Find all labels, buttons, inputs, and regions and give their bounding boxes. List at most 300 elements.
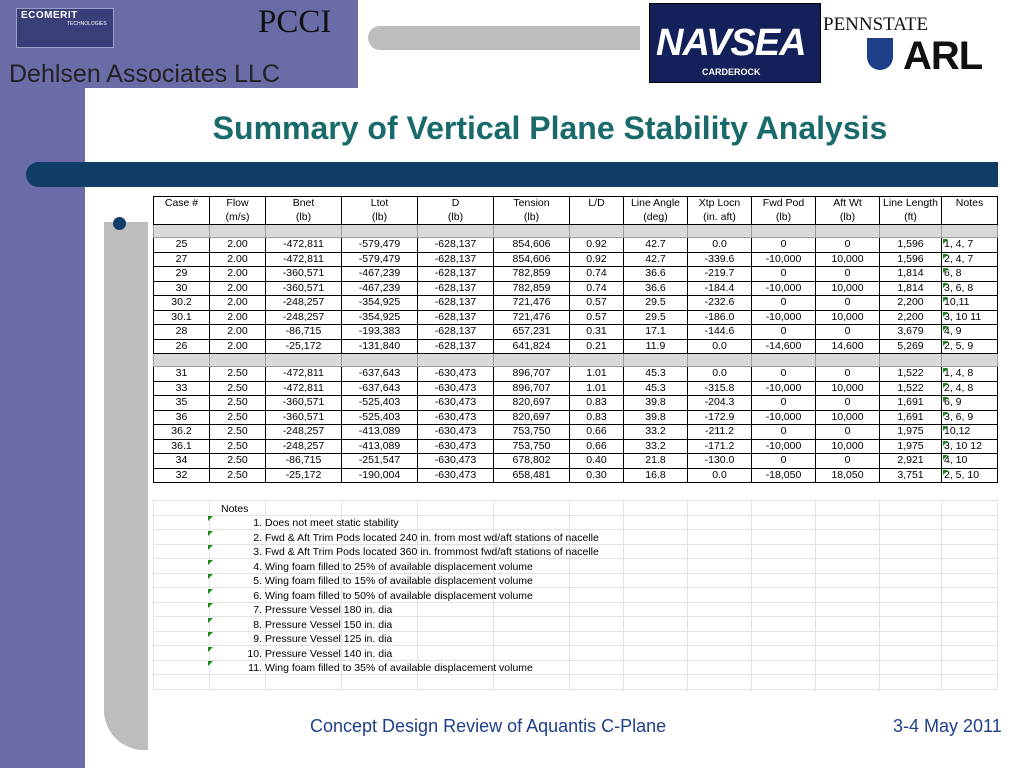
spacer-cell: [942, 225, 998, 238]
note-marker-icon: [208, 632, 213, 637]
note-number: 3.: [253, 546, 262, 558]
table-cell: 29.5: [624, 310, 688, 325]
note-text: Pressure Vessel 150 in. dia: [265, 618, 393, 631]
arl-logo: ARL: [903, 34, 983, 78]
table-cell: 2.50: [210, 396, 266, 411]
table-cell: 2.00: [210, 252, 266, 267]
notes-cell: 2, 4, 8: [942, 381, 998, 396]
table-cell: 0.83: [570, 396, 624, 411]
table-cell: 0: [752, 296, 816, 311]
note-text: Wing foam filled to 35% of available displacement volume: [265, 662, 533, 674]
table-cell: -630,473: [418, 381, 494, 396]
column-units: [942, 211, 998, 225]
column-units: (lb): [342, 211, 418, 225]
notes-area: [153, 500, 998, 691]
table-cell: 33.2: [624, 425, 688, 440]
table-cell: 35: [154, 396, 210, 411]
notes-grid-line: [153, 500, 154, 691]
column-units: (ft): [880, 211, 942, 225]
note-item: [205, 545, 599, 559]
table-cell: 0: [816, 454, 880, 469]
note-text: Pressure Vessel 125 in. dia: [265, 633, 393, 645]
table-cell: 0: [752, 367, 816, 382]
table-cell: -339.6: [688, 252, 752, 267]
table-cell: 1,691: [880, 410, 942, 425]
notes-grid-line: [153, 500, 998, 501]
table-cell: 3,679: [880, 325, 942, 340]
table-cell: 896,707: [494, 367, 570, 382]
table-cell: -628,137: [418, 238, 494, 253]
table-cell: 28: [154, 325, 210, 340]
table-cell: 3,751: [880, 468, 942, 483]
table-cell: 45.3: [624, 367, 688, 382]
table-cell: -472,811: [266, 238, 342, 253]
note-marker-icon: [208, 589, 213, 594]
table-cell: -628,137: [418, 310, 494, 325]
table-cell: 1,691: [880, 396, 942, 411]
spacer-cell: [494, 225, 570, 238]
table-cell: 16.8: [624, 468, 688, 483]
table-cell: -211.2: [688, 425, 752, 440]
spacer-cell: [752, 225, 816, 238]
table-cell: 10,000: [816, 410, 880, 425]
ecomerit-logo-sub: TECHNOLOGIES: [67, 21, 107, 27]
table-cell: -248,257: [266, 439, 342, 454]
table-row: [154, 310, 998, 325]
table-cell: -630,473: [418, 367, 494, 382]
table-cell: 18,050: [816, 468, 880, 483]
table-cell: 0: [752, 425, 816, 440]
table-cell: 854,606: [494, 252, 570, 267]
table-cell: 1,522: [880, 381, 942, 396]
table-cell: 2.00: [210, 281, 266, 296]
note-item: [205, 516, 399, 530]
table-cell: -354,925: [342, 296, 418, 311]
table-cell: 0.0: [688, 468, 752, 483]
spacer-cell: [210, 225, 266, 238]
table-cell: 721,476: [494, 310, 570, 325]
table-cell: 0.74: [570, 281, 624, 296]
table-cell: 0.30: [570, 468, 624, 483]
note-item: [205, 632, 392, 646]
table-cell: 0.74: [570, 267, 624, 282]
note-item: [205, 603, 392, 617]
note-item: [205, 647, 392, 661]
table-cell: 30: [154, 281, 210, 296]
table-cell: -628,137: [418, 267, 494, 282]
column-header: Flow: [210, 197, 266, 211]
table-cell: -10,000: [752, 310, 816, 325]
table-row: [154, 381, 998, 396]
table-row: [154, 252, 998, 267]
table-cell: 34: [154, 454, 210, 469]
column-units: (deg): [624, 211, 688, 225]
table-cell: 1,814: [880, 281, 942, 296]
table-cell: 17.1: [624, 325, 688, 340]
spacer-cell: [752, 354, 816, 367]
table-cell: 36.1: [154, 439, 210, 454]
table-cell: -315.8: [688, 381, 752, 396]
column-units: (m/s): [210, 211, 266, 225]
note-item: [205, 531, 599, 545]
table-row: [154, 425, 998, 440]
table-row: [154, 325, 998, 340]
table-cell: 1,596: [880, 252, 942, 267]
table-cell: -360,571: [266, 410, 342, 425]
table-cell: -472,811: [266, 367, 342, 382]
bullet-dot: [113, 217, 126, 230]
table-cell: 2.00: [210, 310, 266, 325]
notes-cell: 2, 5, 10: [942, 468, 998, 483]
note-text: Pressure Vessel 140 in. dia: [265, 647, 393, 660]
table-row: [154, 410, 998, 425]
table-row: [154, 238, 998, 253]
table-cell: 0: [816, 425, 880, 440]
table-cell: 36.6: [624, 267, 688, 282]
table-cell: 854,606: [494, 238, 570, 253]
table-cell: 30.2: [154, 296, 210, 311]
table-cell: 27: [154, 252, 210, 267]
notes-grid-line: [997, 500, 998, 691]
table-cell: -184.4: [688, 281, 752, 296]
table-row: [154, 468, 998, 483]
table-cell: 39.8: [624, 396, 688, 411]
table-cell: -131,840: [342, 339, 418, 354]
note-text: Wing foam filled to 50% of available displacement volume: [265, 589, 533, 602]
table-cell: 2.50: [210, 468, 266, 483]
table-cell: 0.92: [570, 238, 624, 253]
table-cell: 2.00: [210, 238, 266, 253]
column-units: (in. aft): [688, 211, 752, 225]
table-cell: -204.3: [688, 396, 752, 411]
table-cell: 658,481: [494, 468, 570, 483]
table-cell: 2.50: [210, 425, 266, 440]
pennstate-logo: PENNSTATE: [823, 14, 929, 35]
stability-table: [153, 196, 998, 483]
spacer-cell: [624, 354, 688, 367]
column-header: Case #: [154, 197, 210, 211]
table-cell: 657,231: [494, 325, 570, 340]
table-cell: -630,473: [418, 396, 494, 411]
table-cell: 0.92: [570, 252, 624, 267]
notes-grid-line: [623, 500, 624, 691]
spacer-cell: [570, 225, 624, 238]
note-number: 9.: [253, 633, 262, 645]
note-number: 8.: [253, 618, 262, 631]
column-units: (lb): [816, 211, 880, 225]
table-cell: 0: [752, 325, 816, 340]
left-frame-stripe: [0, 88, 85, 768]
notes-grid-line: [751, 500, 752, 691]
table-cell: 33.2: [624, 439, 688, 454]
table-cell: 29.5: [624, 296, 688, 311]
table-spacer-row: [154, 225, 998, 238]
table-cell: 782,859: [494, 267, 570, 282]
table-cell: 0: [816, 367, 880, 382]
table-cell: 1,522: [880, 367, 942, 382]
table-cell: -232.6: [688, 296, 752, 311]
table-cell: 2.50: [210, 381, 266, 396]
table-cell: -354,925: [342, 310, 418, 325]
table-cell: 0.66: [570, 439, 624, 454]
note-marker-icon: [208, 603, 213, 608]
table-cell: 32: [154, 468, 210, 483]
table-row: [154, 267, 998, 282]
note-marker-icon: [208, 618, 213, 623]
table-cell: -193,383: [342, 325, 418, 340]
column-header: Xtp Locn: [688, 197, 752, 211]
column-units: [154, 211, 210, 225]
column-units: (lb): [418, 211, 494, 225]
table-row: [154, 367, 998, 382]
table-cell: 39.8: [624, 410, 688, 425]
table-cell: 36.2: [154, 425, 210, 440]
table-cell: 0: [752, 238, 816, 253]
table-cell: 21.8: [624, 454, 688, 469]
table-cell: 1.01: [570, 381, 624, 396]
table-cell: -171.2: [688, 439, 752, 454]
table-cell: 721,476: [494, 296, 570, 311]
spacer-cell: [266, 225, 342, 238]
spacer-cell: [494, 354, 570, 367]
note-number: 1.: [253, 517, 262, 529]
navsea-logo: [649, 3, 821, 83]
notes-grid-line: [687, 500, 688, 691]
table-cell: 29: [154, 267, 210, 282]
note-text: Pressure Vessel 180 in. dia: [265, 604, 393, 616]
table-cell: 2.50: [210, 367, 266, 382]
table-cell: 2.00: [210, 325, 266, 340]
notes-label: Notes: [221, 503, 249, 515]
table-cell: 0: [816, 238, 880, 253]
table-row: [154, 339, 998, 354]
table-cell: -630,473: [418, 410, 494, 425]
table-cell: -248,257: [266, 296, 342, 311]
table-cell: -251,547: [342, 454, 418, 469]
note-marker-icon: [208, 647, 213, 652]
note-text: Wing foam filled to 15% of available displacement volume: [265, 575, 533, 587]
notes-cell: 3, 10 12: [942, 439, 998, 454]
notes-cell: 4, 9: [942, 325, 998, 340]
table-cell: 2.50: [210, 410, 266, 425]
column-units: (lb): [266, 211, 342, 225]
table-cell: 2.00: [210, 339, 266, 354]
table-cell: -25,172: [266, 468, 342, 483]
table-row: [154, 396, 998, 411]
table-row: [154, 454, 998, 469]
table-cell: 2,200: [880, 310, 942, 325]
note-item: [205, 618, 392, 632]
table-cell: -25,172: [266, 339, 342, 354]
column-units: [570, 211, 624, 225]
notes-cell: 10,11: [942, 296, 998, 311]
navsea-logo-name: NAVSEA: [656, 22, 806, 64]
table-cell: 2.50: [210, 439, 266, 454]
notes-cell: 3, 6, 9: [942, 410, 998, 425]
table-cell: 820,697: [494, 396, 570, 411]
notes-cell: 4, 10: [942, 454, 998, 469]
ecomerit-logo-name: ECOMERIT: [21, 10, 78, 21]
table-cell: 753,750: [494, 439, 570, 454]
notes-cell: 6, 8: [942, 267, 998, 282]
table-row: [154, 281, 998, 296]
note-number: 7.: [253, 604, 262, 616]
table-cell: 10,000: [816, 310, 880, 325]
column-header: Aft Wt: [816, 197, 880, 211]
table-cell: -472,811: [266, 252, 342, 267]
table-units-row: [154, 211, 998, 225]
column-header: L/D: [570, 197, 624, 211]
table-cell: -360,571: [266, 267, 342, 282]
note-item: [205, 574, 533, 588]
table-cell: -630,473: [418, 468, 494, 483]
table-cell: -172.9: [688, 410, 752, 425]
note-marker-icon: [208, 545, 213, 550]
table-cell: 2.50: [210, 454, 266, 469]
table-cell: -10,000: [752, 281, 816, 296]
column-header: Notes: [942, 197, 998, 211]
notes-grid-line: [879, 500, 880, 691]
note-text: Fwd & Aft Trim Pods located 240 in. from most wd/aft stations of nacelle: [265, 531, 599, 544]
spacer-cell: [880, 225, 942, 238]
table-cell: 0: [816, 296, 880, 311]
table-cell: 0.31: [570, 325, 624, 340]
table-cell: 896,707: [494, 381, 570, 396]
table-cell: 45.3: [624, 381, 688, 396]
table-cell: 753,750: [494, 425, 570, 440]
table-cell: -14,600: [752, 339, 816, 354]
table-cell: -637,643: [342, 367, 418, 382]
table-cell: -10,000: [752, 252, 816, 267]
table-cell: -630,473: [418, 439, 494, 454]
note-number: 4.: [253, 560, 262, 573]
table-cell: 0.83: [570, 410, 624, 425]
spacer-cell: [342, 354, 418, 367]
table-cell: 0.66: [570, 425, 624, 440]
note-number: 2.: [253, 531, 262, 544]
note-marker-icon: [208, 661, 213, 666]
table-cell: 0.57: [570, 296, 624, 311]
column-header: Line Angle: [624, 197, 688, 211]
table-cell: 641,824: [494, 339, 570, 354]
notes-grid-line: [569, 500, 570, 691]
column-header: Fwd Pod: [752, 197, 816, 211]
notes-cell: 10,12: [942, 425, 998, 440]
top-grey-bar: [368, 26, 640, 50]
table-cell: 0: [816, 267, 880, 282]
table-cell: 0: [816, 396, 880, 411]
table-cell: -10,000: [752, 381, 816, 396]
table-cell: 10,000: [816, 381, 880, 396]
table-cell: 10,000: [816, 252, 880, 267]
spacer-cell: [154, 225, 210, 238]
note-text: Wing foam filled to 25% of available displacement volume: [265, 560, 533, 573]
table-cell: -628,137: [418, 339, 494, 354]
table-cell: 26: [154, 339, 210, 354]
note-number: 6.: [253, 589, 262, 602]
notes-grid-line: [815, 500, 816, 691]
table-cell: 14,600: [816, 339, 880, 354]
spacer-cell: [688, 354, 752, 367]
table-cell: 0.57: [570, 310, 624, 325]
table-cell: 0.21: [570, 339, 624, 354]
notes-cell: 3, 6, 8: [942, 281, 998, 296]
note-item: [205, 661, 533, 675]
table-cell: -130.0: [688, 454, 752, 469]
table-spacer-row: [154, 354, 998, 367]
table-cell: -628,137: [418, 252, 494, 267]
table-cell: 2.00: [210, 267, 266, 282]
table-cell: -10,000: [752, 439, 816, 454]
left-grey-bar: [104, 222, 148, 750]
table-cell: -525,403: [342, 396, 418, 411]
table-cell: 1,814: [880, 267, 942, 282]
notes-cell: 1, 4, 8: [942, 367, 998, 382]
note-number: 10.: [247, 647, 262, 660]
table-cell: -86,715: [266, 454, 342, 469]
table-cell: 36: [154, 410, 210, 425]
spacer-cell: [418, 354, 494, 367]
footer-title: Concept Design Review of Aquantis C-Plane: [310, 716, 667, 736]
table-cell: -248,257: [266, 425, 342, 440]
table-cell: -413,089: [342, 439, 418, 454]
table-cell: 820,697: [494, 410, 570, 425]
pcci-logo: PCCI: [258, 4, 332, 40]
table-cell: 1,975: [880, 425, 942, 440]
table-cell: -86,715: [266, 325, 342, 340]
company-name: Dehlsen Associates LLC: [9, 60, 280, 88]
note-number: 5.: [253, 575, 262, 587]
table-cell: 0.0: [688, 339, 752, 354]
table-cell: -630,473: [418, 454, 494, 469]
table-cell: 0.40: [570, 454, 624, 469]
note-text: Fwd & Aft Trim Pods located 360 in. frommost fwd/aft stations of nacelle: [265, 546, 599, 558]
spacer-cell: [942, 354, 998, 367]
table-row: [154, 439, 998, 454]
slide-title: Summary of Vertical Plane Stability Analysis: [212, 110, 888, 146]
table-cell: -628,137: [418, 296, 494, 311]
table-cell: -628,137: [418, 325, 494, 340]
table-header-row: [154, 197, 998, 211]
column-header: Ltot: [342, 197, 418, 211]
table-cell: -637,643: [342, 381, 418, 396]
note-item: [205, 560, 533, 574]
table-cell: 0: [816, 325, 880, 340]
table-cell: 0.0: [688, 238, 752, 253]
note-number: 11.: [248, 662, 262, 674]
table-cell: 1.01: [570, 367, 624, 382]
table-cell: -630,473: [418, 425, 494, 440]
table-cell: 1,596: [880, 238, 942, 253]
table-cell: 0: [752, 396, 816, 411]
notes-cell: 3, 10 11: [942, 310, 998, 325]
table-cell: 782,859: [494, 281, 570, 296]
table-cell: -10,000: [752, 410, 816, 425]
table-cell: 2.00: [210, 296, 266, 311]
notes-cell: 6, 9: [942, 396, 998, 411]
spacer-cell: [880, 354, 942, 367]
table-cell: -248,257: [266, 310, 342, 325]
table-cell: 31: [154, 367, 210, 382]
table-cell: 2,200: [880, 296, 942, 311]
table-cell: -190,004: [342, 468, 418, 483]
table-cell: -579,479: [342, 238, 418, 253]
note-marker-icon: [208, 560, 213, 565]
notes-cell: 2, 4, 7: [942, 252, 998, 267]
table-cell: 0.0: [688, 367, 752, 382]
spacer-cell: [688, 225, 752, 238]
column-header: D: [418, 197, 494, 211]
